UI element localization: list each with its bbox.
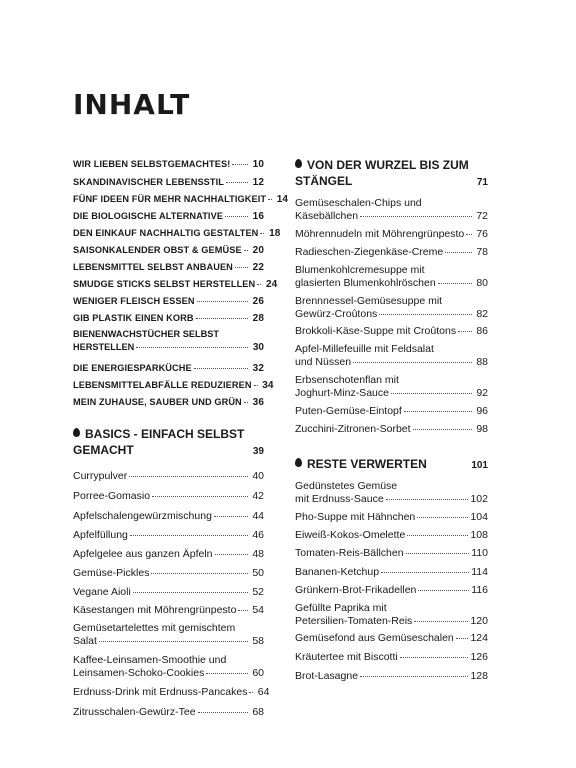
toc-entry[interactable] <box>295 584 488 597</box>
toc-entry-label-line2: Salat <box>73 635 97 647</box>
leader-dots <box>129 476 248 477</box>
toc-entry[interactable] <box>73 604 264 617</box>
toc-entry-label: Gemüsetartelettes mit gemischtem <box>73 622 236 634</box>
toc-entry-page: 40 <box>252 470 264 482</box>
leader-dots <box>379 314 472 315</box>
toc-entry-label-line2: glasierten Blumenkohlröschen <box>295 277 436 289</box>
toc-entry-page: 82 <box>476 308 488 320</box>
leader-dots <box>254 385 258 386</box>
section-title: BASICS - EINFACH SELBST <box>85 427 245 441</box>
toc-entry[interactable] <box>295 529 488 542</box>
leader-dots <box>152 496 248 497</box>
leader-dots <box>226 182 248 183</box>
toc-entry-label: Käsestangen mit Möhrengrünpesto <box>73 604 237 616</box>
toc-entry-label-line2: Käsebällchen <box>295 210 359 222</box>
toc-column-right <box>295 0 488 768</box>
leader-dots <box>458 331 472 332</box>
toc-entry-page: 42 <box>252 490 264 502</box>
leader-dots <box>194 368 248 369</box>
leader-dots <box>151 573 248 574</box>
leader-dots <box>136 347 248 348</box>
toc-entry-label: Pho-Suppe mit Hähnchen <box>295 511 416 523</box>
toc-entry-label: Apfelgelee aus ganzen Äpfeln <box>73 548 213 560</box>
toc-entry-page: 30 <box>252 342 264 353</box>
section-heading-reste[interactable] <box>295 456 488 474</box>
toc-entry-label: FÜNF IDEEN FÜR MEHR NACHHALTIGKEIT <box>73 194 267 204</box>
leader-dots <box>353 362 472 363</box>
toc-entry[interactable] <box>73 510 264 523</box>
leader-dots <box>391 393 472 394</box>
leader-dots <box>133 592 248 593</box>
toc-entry[interactable] <box>295 651 488 664</box>
toc-entry[interactable] <box>73 158 264 171</box>
toc-entry[interactable] <box>295 343 488 369</box>
toc-entry-label: SKANDINAVISCHER LEBENSSTIL <box>73 177 224 187</box>
toc-entry-label: Radieschen-Ziegenkäse-Creme <box>295 246 444 258</box>
section-heading-wurzel[interactable] <box>295 157 488 191</box>
toc-entry[interactable] <box>73 586 264 599</box>
toc-entry[interactable] <box>73 490 264 503</box>
leader-dots <box>249 692 253 693</box>
leader-dots <box>130 535 248 536</box>
toc-entry[interactable] <box>73 312 264 325</box>
toc-entry-label: DIE BIOLOGISCHE ALTERNATIVE <box>73 211 224 221</box>
toc-entry-label-line2: HERSTELLEN <box>73 342 135 352</box>
section-page: 39 <box>252 446 264 457</box>
leader-dots <box>268 199 272 200</box>
toc-entry-label-line2: und Nüssen <box>295 356 352 368</box>
toc-entry-page: 52 <box>252 586 264 598</box>
section-heading-basics[interactable] <box>73 426 264 460</box>
toc-entry-page: 120 <box>470 615 488 627</box>
toc-entry-page: 58 <box>252 635 264 647</box>
toc-entry-label: Erdnuss-Drink mit Erdnuss-Pancakes <box>73 686 248 698</box>
toc-entry-label: BIENENWACHSTÜCHER SELBST <box>73 329 219 339</box>
toc-entry[interactable] <box>73 193 289 206</box>
toc-entry-label: Brot-Lasagne <box>295 670 359 682</box>
toc-column-left <box>73 0 289 768</box>
leader-dots <box>404 411 472 412</box>
leader-dots <box>238 610 248 611</box>
toc-entry-page: 24 <box>265 279 278 290</box>
leader-dots <box>400 657 469 658</box>
toc-entry-page: 88 <box>476 356 488 368</box>
leader-dots <box>244 402 248 403</box>
section-marker-icon <box>295 159 302 168</box>
leader-dots <box>196 318 248 319</box>
toc-entry-label-line2: Petersilien-Tomaten-Reis <box>295 615 413 627</box>
toc-entry-page: 86 <box>476 325 488 337</box>
toc-entry-label: Blumenkohlcremesuppe mit <box>295 264 425 276</box>
leader-dots <box>438 283 472 284</box>
toc-entry-label: SAISONKALENDER OBST & GEMÜSE <box>73 245 242 255</box>
toc-entry-page: 50 <box>252 567 264 579</box>
toc-entry[interactable] <box>73 227 281 240</box>
toc-entry-page: 126 <box>470 651 488 663</box>
toc-entry-label: Gefüllte Paprika mit <box>295 602 387 614</box>
toc-entry-label: DEN EINKAUF NACHHALTIG GESTALTEN <box>73 228 259 238</box>
toc-entry[interactable] <box>73 622 264 648</box>
toc-entry-page: 114 <box>471 566 488 578</box>
toc-entry[interactable] <box>295 670 488 683</box>
toc-entry[interactable] <box>295 264 488 290</box>
leader-dots <box>456 638 469 639</box>
toc-entry-label: Gemüse-Pickles <box>73 567 150 579</box>
leader-dots <box>386 499 469 500</box>
toc-entry-page: 34 <box>262 380 274 391</box>
toc-entry-label: WIR LIEBEN SELBSTGEMACHTES! <box>73 159 231 169</box>
leader-dots <box>466 234 472 235</box>
toc-entry[interactable] <box>73 470 264 483</box>
toc-entry-label: DIE ENERGIESPARKÜCHE <box>73 363 192 373</box>
toc-entry[interactable] <box>73 362 264 375</box>
leader-dots <box>232 164 248 165</box>
leader-dots <box>215 554 248 555</box>
toc-entry[interactable] <box>295 405 488 418</box>
leader-dots <box>198 712 248 713</box>
toc-entry[interactable] <box>295 480 488 506</box>
section-marker-icon <box>295 458 302 467</box>
toc-entry-page: 128 <box>470 670 488 682</box>
toc-entry[interactable] <box>295 228 488 241</box>
toc-entry-label: Zucchini-Zitronen-Sorbet <box>295 423 411 435</box>
toc-entry-label: Brennnessel-Gemüsesuppe mit <box>295 295 443 307</box>
toc-entry[interactable] <box>73 176 264 189</box>
toc-entry-label: Kaffee-Leinsamen-Smoothie und <box>73 654 227 666</box>
leader-dots <box>244 250 248 251</box>
toc-entry-label: Porree-Gomasio <box>73 490 151 502</box>
section-title: RESTE VERWERTEN <box>307 457 427 471</box>
toc-entry-label: Bananen-Ketchup <box>295 566 380 578</box>
toc-entry[interactable] <box>73 328 264 354</box>
leader-dots <box>360 676 468 677</box>
section-marker-icon <box>73 428 80 437</box>
toc-entry-page: 68 <box>252 706 264 718</box>
section-title-line2: GEMACHT <box>73 443 134 457</box>
toc-entry[interactable] <box>73 210 264 223</box>
toc-entry-page: 14 <box>276 194 289 205</box>
toc-entry-label: Erbsenschotenflan mit <box>295 374 399 386</box>
toc-entry-label: Gemüseschalen-Chips und <box>295 197 422 209</box>
toc-entry-label: Puten-Gemüse-Eintopf <box>295 405 402 417</box>
toc-entry[interactable] <box>295 197 488 223</box>
toc-entry[interactable] <box>295 295 488 321</box>
leader-dots <box>445 252 472 253</box>
toc-entry-page: 54 <box>252 604 264 616</box>
leader-dots <box>407 535 468 536</box>
leader-dots <box>225 216 248 217</box>
toc-entry[interactable] <box>73 244 264 257</box>
toc-entry[interactable] <box>295 566 488 579</box>
toc-entry[interactable] <box>73 396 264 409</box>
toc-entry[interactable] <box>295 602 488 628</box>
leader-dots <box>418 590 469 591</box>
toc-entry[interactable] <box>295 374 488 400</box>
toc-entry[interactable] <box>73 548 264 561</box>
toc-entry-page: 36 <box>252 397 264 408</box>
toc-entry-label: Grünkern-Brot-Frikadellen <box>295 584 417 596</box>
toc-entry-page: 18 <box>269 228 281 239</box>
toc-entry-label: Tomaten-Reis-Bällchen <box>295 547 404 559</box>
toc-entry-label: Gedünstetes Gemüse <box>295 480 398 492</box>
toc-entry-label-line2: Joghurt-Minz-Sauce <box>295 387 389 399</box>
toc-entry-page: 64 <box>257 686 270 698</box>
toc-entry[interactable] <box>295 547 488 560</box>
toc-entry-label: Gemüsefond aus Gemüseschalen <box>295 632 454 644</box>
toc-entry-page: 76 <box>476 228 488 240</box>
section-page: 101 <box>471 460 488 471</box>
toc-entry-page: 72 <box>476 210 488 222</box>
leader-dots <box>257 284 261 285</box>
toc-entry-page: 102 <box>470 493 488 505</box>
toc-entry[interactable] <box>295 511 488 524</box>
leader-dots <box>381 572 469 573</box>
toc-entry-label-line2: Leinsamen-Schoko-Cookies <box>73 667 205 679</box>
leader-dots <box>99 641 248 642</box>
toc-entry[interactable] <box>73 295 264 308</box>
toc-entry-page: 60 <box>252 667 264 679</box>
toc-entry-page: 12 <box>252 177 264 188</box>
page-title: INHALT <box>73 88 191 121</box>
toc-entry[interactable] <box>73 654 264 680</box>
section-page: 71 <box>476 177 488 188</box>
toc-entry-page: 104 <box>470 511 488 523</box>
leader-dots <box>214 516 248 517</box>
toc-entry-page: 26 <box>252 296 264 307</box>
section-title-line2: STÄNGEL <box>295 174 353 188</box>
toc-entry-label: WENIGER FLEISCH ESSEN <box>73 296 195 306</box>
toc-entry-page: 10 <box>252 159 264 170</box>
toc-entry[interactable] <box>73 567 264 580</box>
toc-entry-label: Brokkoli-Käse-Suppe mit Croûtons <box>295 325 457 337</box>
toc-entry-page: 96 <box>476 405 488 417</box>
toc-entry-label: Apfel-Millefeuille mit Feldsalat <box>295 343 434 355</box>
toc-entry-label: LEBENSMITTELABFÄLLE REDUZIEREN <box>73 380 252 390</box>
toc-entry-page: 28 <box>252 313 264 324</box>
toc-entry-label: LEBENSMITTEL SELBST ANBAUEN <box>73 262 233 272</box>
toc-entry[interactable] <box>295 325 488 338</box>
toc-entry[interactable] <box>73 529 264 542</box>
leader-dots <box>235 267 248 268</box>
toc-entry-page: 80 <box>476 277 488 289</box>
toc-entry-page: 98 <box>476 423 488 435</box>
leader-dots <box>413 429 472 430</box>
toc-entry-label: Vegane Aioli <box>73 586 131 598</box>
leader-dots <box>414 621 468 622</box>
leader-dots <box>406 553 470 554</box>
leader-dots <box>197 301 248 302</box>
toc-entry[interactable] <box>295 423 488 436</box>
toc-entry-label-line2: mit Erdnuss-Sauce <box>295 493 384 505</box>
toc-entry-label: Apfelschalengewürzmischung <box>73 510 212 522</box>
toc-entry-page: 46 <box>252 529 264 541</box>
toc-entry-label: Eiweiß-Kokos-Omelette <box>295 529 406 541</box>
toc-entry[interactable] <box>295 632 488 645</box>
toc-entry[interactable] <box>73 706 264 719</box>
toc-entry[interactable] <box>73 379 274 392</box>
toc-entry-label: Apfelfüllung <box>73 529 128 541</box>
toc-entry-label-line2: Gewürz-Croûtons <box>295 308 378 320</box>
toc-entry-label: SMUDGE STICKS SELBST HERSTELLEN <box>73 279 256 289</box>
toc-entry[interactable] <box>295 246 488 259</box>
toc-entry-page: 78 <box>476 246 488 258</box>
toc-entry-page: 32 <box>252 363 264 374</box>
toc-entry-label: Kräutertee mit Biscotti <box>295 651 398 663</box>
toc-entry-page: 22 <box>252 262 264 273</box>
toc-entry-label: MEIN ZUHAUSE, SAUBER UND GRÜN <box>73 397 242 407</box>
leader-dots <box>206 673 248 674</box>
toc-entry-page: 110 <box>471 547 488 559</box>
toc-entry[interactable] <box>73 261 264 274</box>
toc-entry-label: GIB PLASTIK EINEN KORB <box>73 313 194 323</box>
leader-dots <box>417 517 468 518</box>
toc-entry[interactable] <box>73 278 278 291</box>
toc-entry-label: Möhrennudeln mit Möhrengrünpesto <box>295 228 465 240</box>
toc-entry-page: 92 <box>476 387 488 399</box>
toc-entry-page: 116 <box>471 584 488 596</box>
toc-entry-page: 124 <box>470 632 488 644</box>
toc-entry-page: 44 <box>252 510 264 522</box>
toc-entry-label: Zitrusschalen-Gewürz-Tee <box>73 706 196 718</box>
toc-entry-page: 48 <box>252 548 264 560</box>
toc-entry-page: 16 <box>252 211 264 222</box>
toc-entry-page: 108 <box>470 529 488 541</box>
toc-entry[interactable] <box>73 686 270 699</box>
leader-dots <box>260 233 264 234</box>
toc-entry-label: Currypulver <box>73 470 128 482</box>
leader-dots <box>360 216 472 217</box>
section-title: VON DER WURZEL BIS ZUM <box>307 158 469 172</box>
toc-entry-page: 20 <box>252 245 264 256</box>
